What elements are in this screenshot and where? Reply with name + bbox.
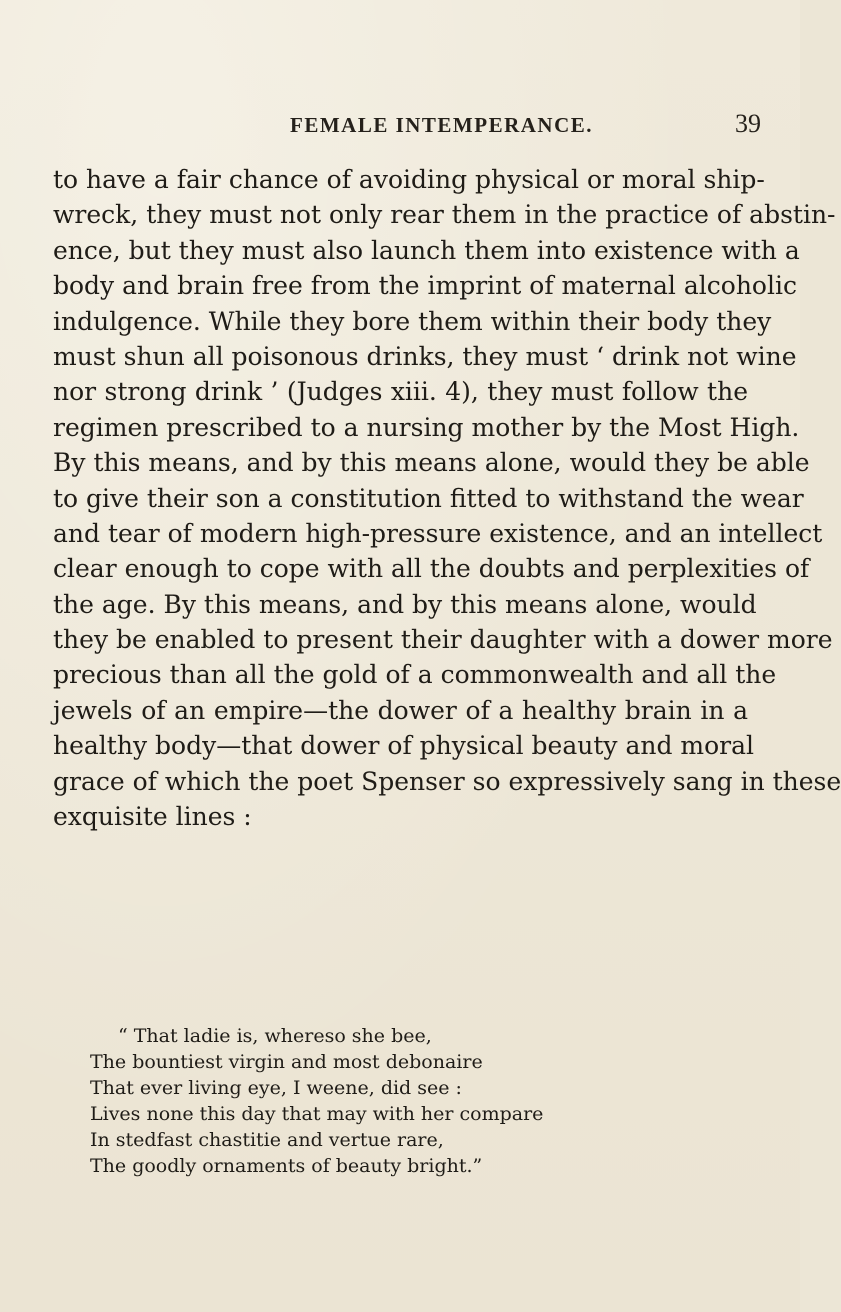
text-line: precious than all the gold of a commonwealth and all the [53, 660, 777, 690]
running-head [0, 109, 800, 143]
poem-quotation [90, 1023, 730, 1179]
poem-line: Lives none this day that may with her compare [90, 1103, 544, 1125]
text-line: and tear of modern high-pressure existence, and an intellect [53, 518, 823, 548]
text-line: regimen prescribed to a nursing mother by the Most High. [53, 412, 800, 442]
text-line: nor strong drink ’ (Judges xiii. 4), they must follow the [53, 377, 748, 407]
text-line: must shun all poisonous drinks, they must ‘ drink not wine [53, 341, 797, 371]
poem-line: The bountiest virgin and most debonaire [90, 1051, 483, 1073]
text-line: By this means, and by this means alone, would they be able [53, 448, 810, 478]
poem-line: The goodly ornaments of beauty bright.” [90, 1155, 483, 1177]
text-line: the age. By this means, and by this means alone, would [53, 589, 757, 619]
text-line: to give their son a constitution fitted to withstand the wear [53, 483, 804, 513]
text-line: grace of which the poet Spenser so expressively sang in these [53, 766, 841, 796]
running-title: FEMALE INTEMPERANCE. [290, 113, 594, 137]
text-line: they be enabled to present their daughter with a dower more [53, 625, 833, 655]
text-line: body and brain free from the imprint of maternal alcoholic [53, 271, 797, 301]
poem-line: That ever living eye, I weene, did see : [90, 1077, 462, 1099]
text-line: clear enough to cope with all the doubts and perplexities of [53, 554, 810, 584]
text-line: ence, but they must also launch them into existence with a [53, 235, 800, 265]
text-line: indulgence. While they bore them within their body they [53, 306, 772, 336]
text-line: to have a fair chance of avoiding physical or moral ship- [53, 165, 765, 194]
poem-line: “ That ladie is, whereso she bee, [118, 1025, 432, 1047]
page-number: 39 [735, 109, 761, 138]
text-line: wreck, they must not only rear them in the practice of abstin- [53, 200, 836, 230]
poem-line: In stedfast chastitie and vertue rare, [90, 1129, 444, 1151]
text-line: healthy body—that dower of physical beauty and moral [53, 731, 755, 761]
text-line: jewels of an empire—the dower of a healthy brain in a [53, 695, 748, 725]
body-paragraph [53, 162, 841, 834]
text-line: exquisite lines : [53, 802, 252, 832]
